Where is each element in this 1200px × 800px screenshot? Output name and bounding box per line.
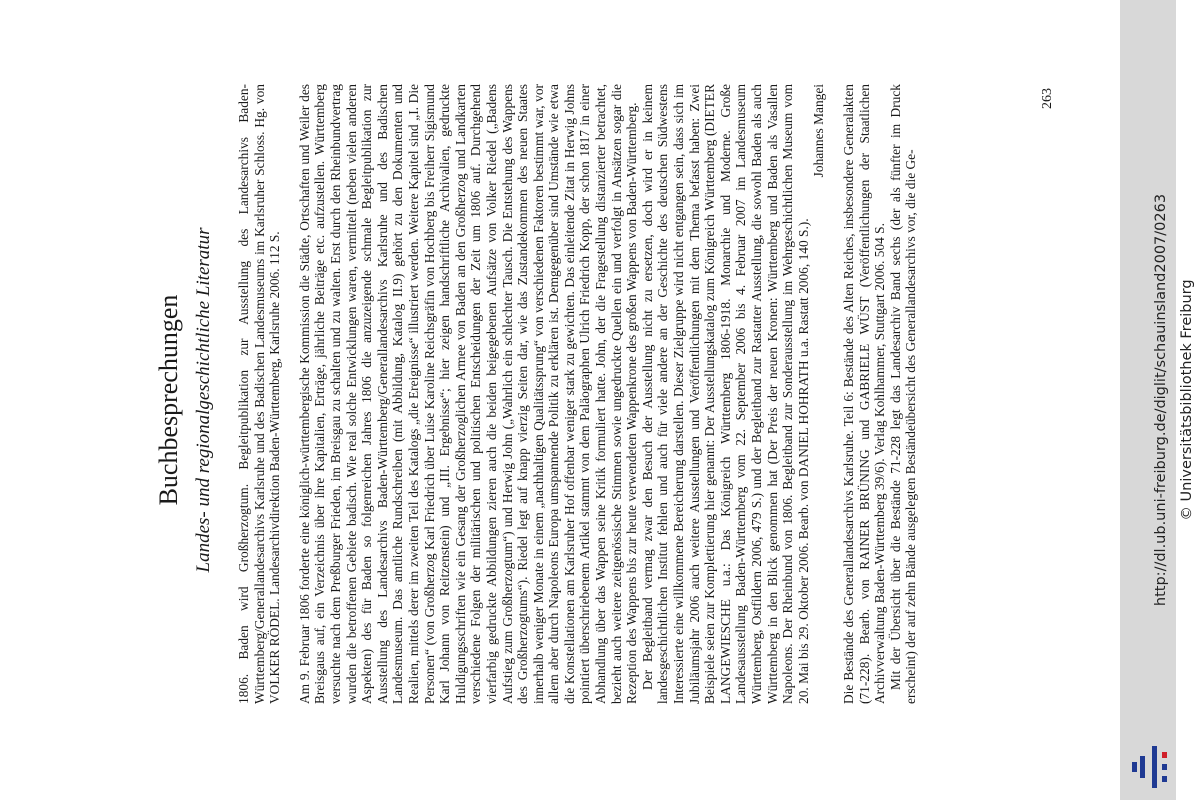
page-title: Buchbesprechungen [154,294,183,506]
review-body-2: Der Begleitband vermag zwar den Besuch der Ausstellung nicht zu ersetzen, doch wird er in keinem landesgeschichtlichen Institut fehlen und auch für viele andere an der Geschichte des deutschen Südwestens Interessierte eine willkommene Bereicherung darstellen. Dieser Zielgruppe wird nicht entgangen sein, dass sich im Jubiläumsjahr 2006 auch weitere Ausstellungen und Veröffentlichungen mit dem Thema befasst haben: Zwei Beispiele seien zur Komplettierung hier genannt: Der Ausstellungskatalog zum Königreich Württemberg (DIETER LANGEWIESCHE u.a.: Das Königreich Württemberg 1806-1918. Monarchie und Moderne. Große Landesausstellung Baden-Württemberg vom 22. September 2006 bis 4. Februar 2007 im Landesmuseum Württemberg, Ostfildern 2006, 479 S.) und der Begleitband zur Rastatter Ausstellung, die sowohl Baden als auch Württemberg in den Blick genommen hat (Der Preis der neuen Kronen: Württemberg und Baden als Vasallen Napoleons. Der Rheinbund von 1806. Begleitband zur Sonderausstellung im Wehrgeschichtlichen Museum vom 20. Mai bis 29. Oktober 2006. Bearb. von DANIEL HOHRATH u.a. Rastatt 2006, 140 S.). [639,84,811,704]
review-heading-2: Die Bestände des Generallandesarchivs Karlsruhe. Teil 6: Bestände des Alten Reiches, insbesondere Generalakten (71-228). Bearb. von RAINER BRÜNING und GABRIELE WÜST (Veröffentlichungen der Staatlichen Archivverwaltung Baden-Württemberg 39/6). Verlag Kohlhammer, Stuttgart 2006. 504 S. [840,84,888,704]
review-body-3: Mit der Übersicht über die Bestände 71-228 legt das Landesarchiv Band sechs (der als fünfter im Druck erscheint) der auf zehn Bände ausgelegten Beständeübersicht des Generallandesarchivs vor, die die Ge- [887,84,919,704]
page-number: 263 [1040,88,1055,109]
copyright-text: © Universitätsbibliothek Freiburg [1179,279,1195,521]
reviewer-signature: Johannes Mangei [811,84,827,178]
source-url-link[interactable]: http://dl.ub.uni-freiburg.de/diglit/schauinsland2007/0263 [1153,193,1169,607]
sidebar-caption [1148,10,1200,790]
ub-freiburg-logo-icon [1126,742,1172,792]
review-heading-1: 1806. Baden wird Großherzogtum. Begleitpublikation zur Ausstellung des Landesarchivs Baden-Württemberg/Generallandesarchivs Karlsruhe und des Badischen Landesmuseums im Karlsruher Schloss. Hg. von VOLKER RÖDEL. Landesarchivdirektion Baden-Württemberg, Karlsruhe 2006. 112 S. [236,84,283,704]
review-text [236,84,919,704]
page-subtitle: Landes- und regionalgeschichtliche Literatur [193,227,214,573]
review-body-1: Am 9. Februar 1806 forderte eine königlich-württembergische Kommission die Städte, Ortschaften und Weiler des Breisgaus auf, ein Verzeichnis über ihre Kapitalien, Erträge, jährliche Beiträge etc. aufzustellen. Württemberg versuchte nach dem Preßburger Frieden, im Breisgau zu schalten und zu walten. Erst durch den Rheinbundvertrag wurden die betroffenen Gebiete badisch. Wie real solche Entwicklungen waren, vermittelt (neben vielen anderen Aspekten) des für Baden so folgenreichen Jahres 1806 die anzuzeigende schmale Begleitpublikation zur Ausstellung des Landesarchivs Baden-Württemberg/Generallandesarchivs Karlsruhe und des Badischen Landesmuseum. Das amtliche Rundschreiben (mit Abbildung, Katalog II.9) gehört zu den Dokumenten und Realien, mittels derer im zweiten Teil des Katalogs „die Ereignisse“ illustriert werden. Weitere Kapitel sind „I. Die Personen“ (von Großherzog Karl Friedrich über Luise Karoline Reichsgräfin von Hochberg bis Freiherr Sigismund Karl Johann von Reitzenstein) und „III. Ergebnisse“; hier zeigen handschriftliche Archivalien, gedruckte Huldigungsschriften wie ein Gesang der Großherzoglichen Armee von Baden an den Großherzog und Landkarten verschiedene Folgen der militärischen und politischen Entscheidungen der Zeit um 1806 auf. Durchgehend vierfarbig gedruckte Abbildungen zieren auch die beiden beigegebenen Aufsätze von Volker Riedel („Badens Aufstieg zum Großherzogtum“) und Herwig John („Wahrlich ein schlechter Tausch. Die Entstehung des Wappens des Großherzogtums“). Riedel legt auf knapp vierzig Seiten dar, wie das Zustandekommen des neuen Staates innerhalb weniger Monate in einem „nachhaltigen Qualitätssprung“ von verschiedenen Faktoren bestimmt war, vor allem aber durch Napoleons Europa umspannende Politik zu erklären ist. Demgegenüber sind Umstände wie etwa die Konstellationen am Karlsruher Hof offenbar weniger stark zu gewichten. Das einleitende Zitat in Herwig Johns pointiert überschriebenem Artikel stammt von dem Paläographen Ulrich Friedrich Kopp, der schon 1817 in einer Abhandlung über das Wappen seine Kritik formuliert hatte. John, der die Fragestellung distanzierter betrachtet, bezieht auch weitere zeitgenössische Stimmen sowie ungedruckte Quellen ein und verfolgt in Ansätzen sogar die Rezeption des Wappens bis zur heute verwendeten Wappenkrone des großen Wappens von Baden-Württemberg. [296,84,640,704]
